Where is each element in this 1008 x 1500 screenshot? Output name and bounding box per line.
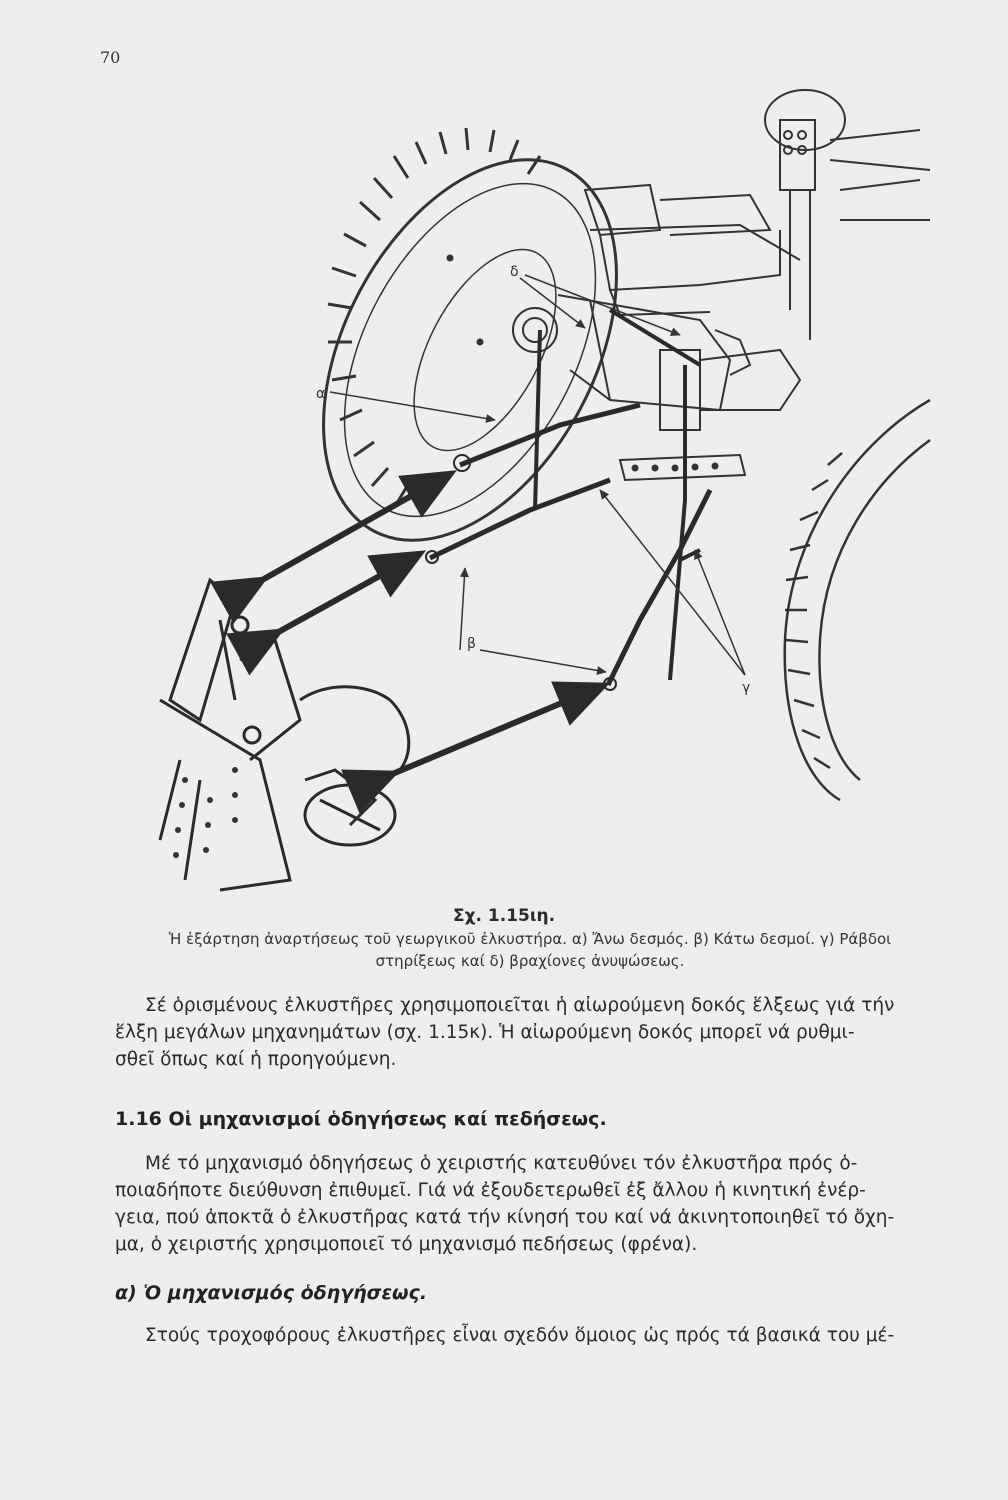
tractor-hitch-figure [140,80,940,910]
seat-fender [585,185,800,315]
paragraph-towing-beam [115,992,945,1073]
tractor-hitch-illustration [140,80,940,910]
paragraph-line: ἕλξη μεγάλων μηχανημάτων (σχ. 1.15κ). Ἡ αἰωρούμενη δοκός μπορεῖ νά ρυθμι- [115,1022,855,1043]
steering-area [765,90,930,340]
lift-rods [535,310,700,680]
lower-links [426,480,710,690]
callout-alpha: α [316,386,326,402]
subsection-heading: α) Ὁ μηχανισμός ὁδηγήσεως. [115,1282,428,1304]
page-number: 70 [100,48,121,67]
paragraph-line: Μέ τό μηχανισμό ὁδηγήσεως ὁ χειριστής κατευθύνει τόν ἐλκυστῆρα πρός ὁ- [145,1153,858,1174]
figure-caption-line-2: στηρίξεως καί δ) βραχίονες ἀνυψώσεως. [375,952,685,970]
callout-delta: δ [510,264,519,280]
paragraph-line: σθεῖ ὅπως καί ἡ προηγούμενη. [115,1049,397,1070]
callout-gamma: γ [742,680,751,696]
callout-beta: β [467,636,476,652]
right-tire [785,400,930,800]
figure-caption-line-1: Ἡ ἐξάρτηση ἀναρτήσεως τοῦ γεωργικοῦ ἐλκυστήρα. α) Ἄνω δεσμός. β) Κάτω δεσμοί. γ) Ράβδοι [168,930,892,948]
paragraph-line: γεια, πού ἀποκτᾶ ὁ ἐλκυστῆρας κατά τήν κίνησή του καί νά ἀκινητοποιηθεῖ τό ὄχη- [115,1207,895,1228]
paragraph-line: Στούς τροχοφόρους ἐλκυστῆρες εἶναι σχεδόν ὅμοιος ὡς πρός τά βασικά του μέ- [145,1325,895,1346]
connection-arrows [248,482,588,780]
paragraph-steering-mechanism [115,1322,945,1349]
section-heading: 1.16 Οἱ μηχανισμοί ὁδηγήσεως καί πεδήσεως. [115,1108,607,1130]
rear-tire [263,110,676,589]
paragraph-line: μα, ὁ χειριστής χρησιμοποιεῖ τό μηχανισμό πεδήσεως (φρένα). [115,1234,698,1255]
paragraph-steering-braking [115,1150,945,1258]
hitch-housing [513,295,800,480]
paragraph-line: Σέ ὁρισμένους ἐλκυστῆρες χρησιμοποιεῖται ἡ αἰωρούμενη δοκός ἕλξεως γιά τήν [145,995,895,1016]
figure-label: Σχ. 1.15ιη. [452,906,556,926]
paragraph-line: ποιαδήποτε διεύθυνση ἐπιθυμεῖ. Γιά νά ἐξουδετερωθεῖ ἐξ ἄλλου ἡ κινητική ἐνέρ- [115,1180,866,1201]
